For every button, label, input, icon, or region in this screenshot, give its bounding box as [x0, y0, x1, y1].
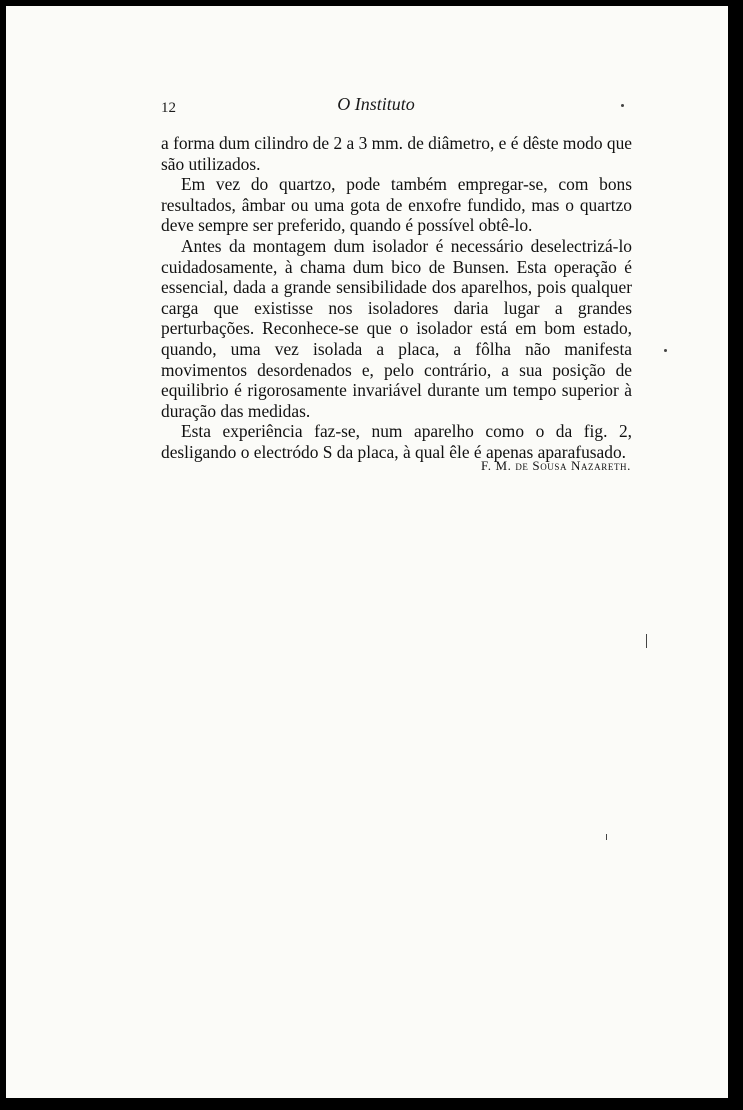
- paragraph: Em vez do quartzo, pode também empregar-se, com bons resultados, âmbar ou uma gota de enxofre fundido, mas o quartzo deve sempre ser preferido, quando é possível obtê-lo.: [161, 174, 632, 236]
- paper-speck: [606, 834, 607, 840]
- paper-speck: [664, 349, 667, 352]
- author-signature: F. M. de Sousa Nazareth.: [480, 458, 631, 473]
- body-text: [161, 133, 632, 463]
- paragraph: Antes da montagem dum isolador é necessário deselectrizá-lo cuidadosamente, à chama dum bico de Bunsen. Esta operação é essencial, dada a grande sensibilidade dos aparelhos, pois qualquer carga que existisse nos isoladores daria lugar a grandes perturbações. Reconhece-se que o isolador está em bom estado, quando, uma vez isolada a placa, a fôlha não manifesta movimentos desordenados e, pelo contrário, a sua posição de equilibrio é rigorosamente invariável durante um tempo superior à duração das medidas.: [161, 235, 632, 421]
- paragraph: a forma dum cilindro de 2 a 3 mm. de diâmetro, e é dêste modo que são utilizados.: [161, 133, 632, 174]
- document-page: [6, 6, 728, 1098]
- paper-speck: [621, 104, 624, 107]
- page-number: 12: [161, 100, 176, 116]
- running-title: O Instituto: [337, 94, 415, 114]
- paper-speck: [646, 634, 647, 648]
- page-header: [6, 94, 728, 124]
- paragraph: Esta experiência faz-se, num aparelho como o da fig. 2, desligando o electródo S da placa, à qual êle é apenas aparafusado.: [161, 421, 632, 462]
- scan-edge: [735, 0, 743, 1110]
